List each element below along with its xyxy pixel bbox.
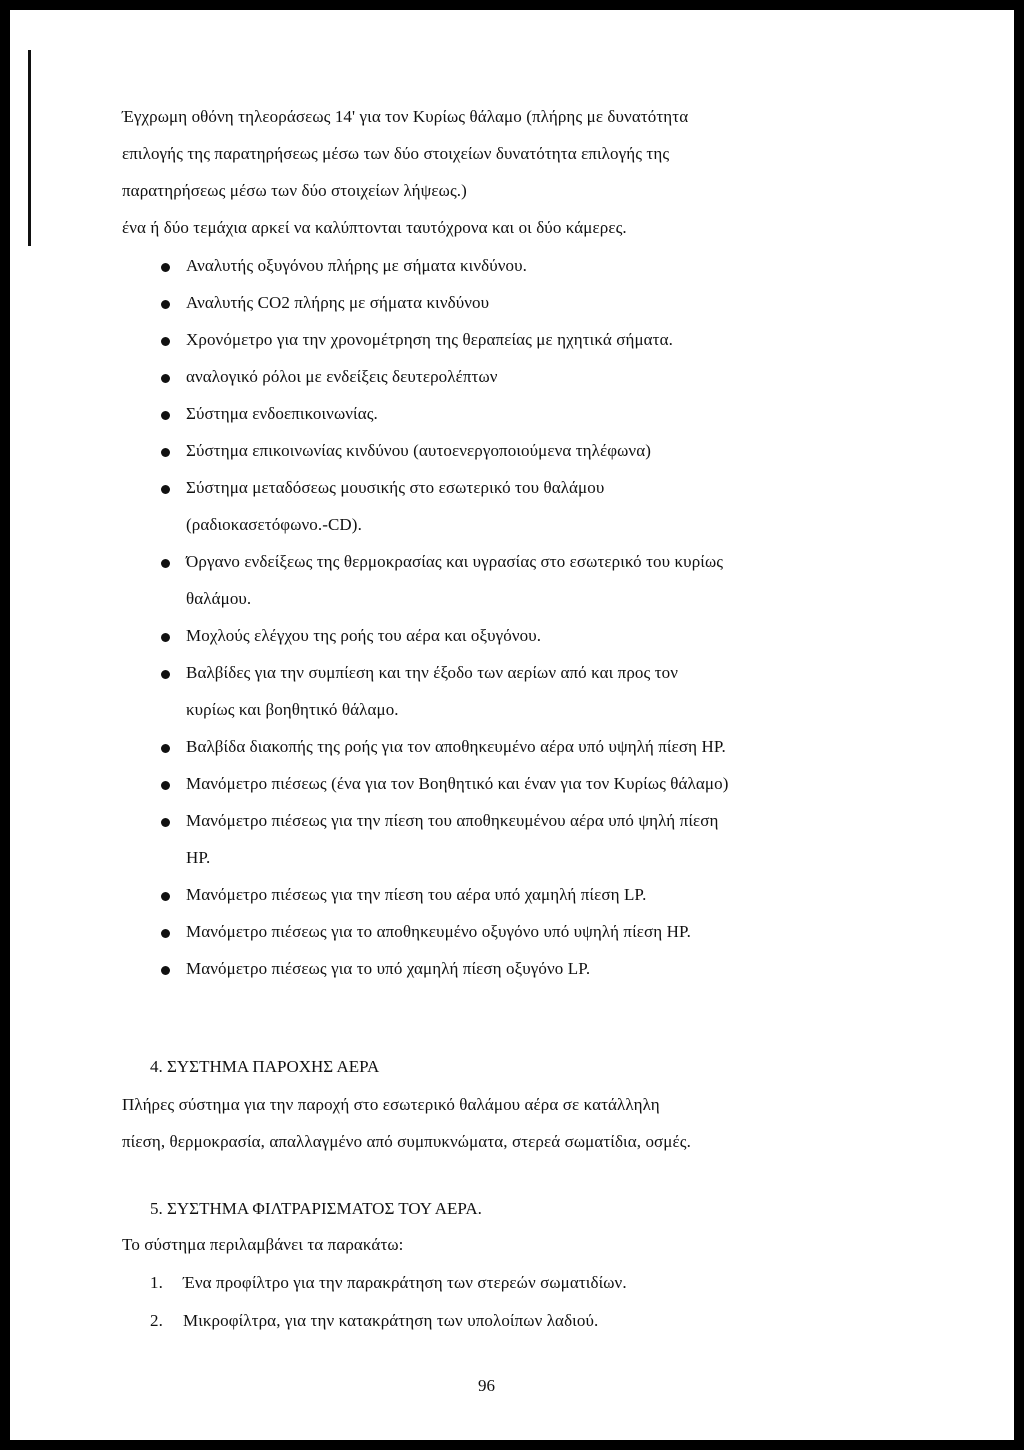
bullet-dot xyxy=(161,559,170,568)
bullet-text-continuation: θαλάμου. xyxy=(186,589,252,608)
bullet-dot xyxy=(161,818,170,827)
bullet-text: Χρονόμετρο για την χρονομέτρηση της θεραπείας με ηχητικά σήματα. xyxy=(186,330,673,349)
bullet-dot xyxy=(161,337,170,346)
bullet-dot xyxy=(161,633,170,642)
bullet-dot xyxy=(161,781,170,790)
bullet-text-continuation: HP. xyxy=(186,848,211,867)
bullet-text: Μανόμετρο πιέσεως για το αποθηκευμένο οξυγόνο υπό υψηλή πίεση HP. xyxy=(186,922,692,941)
bullet-dot xyxy=(161,263,170,272)
bullet-dot xyxy=(161,670,170,679)
bullet-dot xyxy=(161,966,170,975)
bullet-dot xyxy=(161,744,170,753)
bullet-text: Όργανο ενδείξεως της θερμοκρασίας και υγρασίας στο εσωτερικό του κυρίως xyxy=(186,552,724,571)
bullet-text: Μανόμετρο πιέσεως για την πίεση του αέρα υπό χαμηλή πίεση LP. xyxy=(186,885,647,904)
intro-line: παρατηρήσεως μέσω των δύο στοιχείων λήψεως.) xyxy=(122,181,467,200)
bullet-text: Σύστημα ενδοεπικοινωνίας. xyxy=(186,404,378,423)
section-5-intro: Το σύστημα περιλαμβάνει τα παρακάτω: xyxy=(122,1235,404,1254)
bullet-dot xyxy=(161,448,170,457)
intro-line: επιλογής της παρατηρήσεως μέσω των δύο στοιχείων δυνατότητα επιλογής της xyxy=(122,144,670,163)
list-number: 2. xyxy=(150,1311,163,1330)
list-item-text: Μικροφίλτρα, για την κατακράτηση των υπολοίπων λαδιού. xyxy=(183,1311,599,1330)
page-number: 96 xyxy=(478,1376,495,1395)
bullet-text: Αναλυτής οξυγόνου πλήρης με σήματα κινδύνου. xyxy=(186,256,528,275)
section-4-text: πίεση, θερμοκρασία, απαλλαγμένο από συμπυκνώματα, στερεά σωματίδια, οσμές. xyxy=(122,1132,691,1151)
bullet-text: Μανόμετρο πιέσεως για την πίεση του αποθηκευμένου αέρα υπό ψηλή πίεση xyxy=(186,811,719,830)
bullet-dot xyxy=(161,411,170,420)
list-number: 1. xyxy=(150,1273,163,1292)
bullet-text: Βαλβίδα διακοπής της ροής για τον αποθηκευμένο αέρα υπό υψηλή πίεση HP. xyxy=(186,737,726,756)
bullet-dot xyxy=(161,300,170,309)
document-page xyxy=(10,10,1014,1440)
section-4-text: Πλήρες σύστημα για την παροχή στο εσωτερικό θαλάμου αέρα σε κατάλληλη xyxy=(122,1095,660,1114)
bullet-text-continuation: (ραδιοκασετόφωνο.-CD). xyxy=(186,515,362,534)
bullet-text: Μανόμετρο πιέσεως για το υπό χαμηλή πίεση οξυγόνο LP. xyxy=(186,959,591,978)
bullet-text: Σύστημα μεταδόσεως μουσικής στο εσωτερικό του θαλάμου xyxy=(186,478,605,497)
bullet-text: Σύστημα επικοινωνίας κινδύνου (αυτοενεργοποιούμενα τηλέφωνα) xyxy=(186,441,651,460)
bullet-text-continuation: κυρίως και βοηθητικό θάλαμο. xyxy=(186,700,399,719)
list-item-text: Ένα προφίλτρο για την παρακράτηση των στερεών σωματιδίων. xyxy=(183,1273,627,1292)
bullet-dot xyxy=(161,374,170,383)
bullet-dot xyxy=(161,929,170,938)
bullet-text: αναλογικό ρόλοι με ενδείξεις δευτερολέπτων xyxy=(186,367,498,386)
bullet-dot xyxy=(161,892,170,901)
intro-line: ένα ή δύο τεμάχια αρκεί να καλύπτονται ταυτόχρονα και οι δύο κάμερες. xyxy=(122,218,627,237)
scan-edge-bar xyxy=(28,50,31,246)
bullet-text: Αναλυτής CO2 πλήρης με σήματα κινδύνου xyxy=(186,293,490,312)
section-5-heading: 5. ΣΥΣΤΗΜΑ ΦΙΛΤΡΑΡΙΣΜΑΤΟΣ ΤΟΥ ΑΕΡΑ. xyxy=(150,1199,482,1218)
bullet-text: Μοχλούς ελέγχου της ροής του αέρα και οξυγόνου. xyxy=(186,626,542,645)
bullet-text: Βαλβίδες για την συμπίεση και την έξοδο των αερίων από και προς τον xyxy=(186,663,679,682)
intro-line: Έγχρωμη οθόνη τηλεοράσεως 14' για τον Κυρίως θάλαμο (πλήρης με δυνατότητα xyxy=(122,107,689,126)
section-4-heading: 4. ΣΥΣΤΗΜΑ ΠΑΡΟΧΗΣ ΑΕΡΑ xyxy=(150,1057,380,1076)
bullet-text: Μανόμετρο πιέσεως (ένα για τον Βοηθητικό και έναν για τον Κυρίως θάλαμο) xyxy=(186,774,729,793)
bullet-dot xyxy=(161,485,170,494)
